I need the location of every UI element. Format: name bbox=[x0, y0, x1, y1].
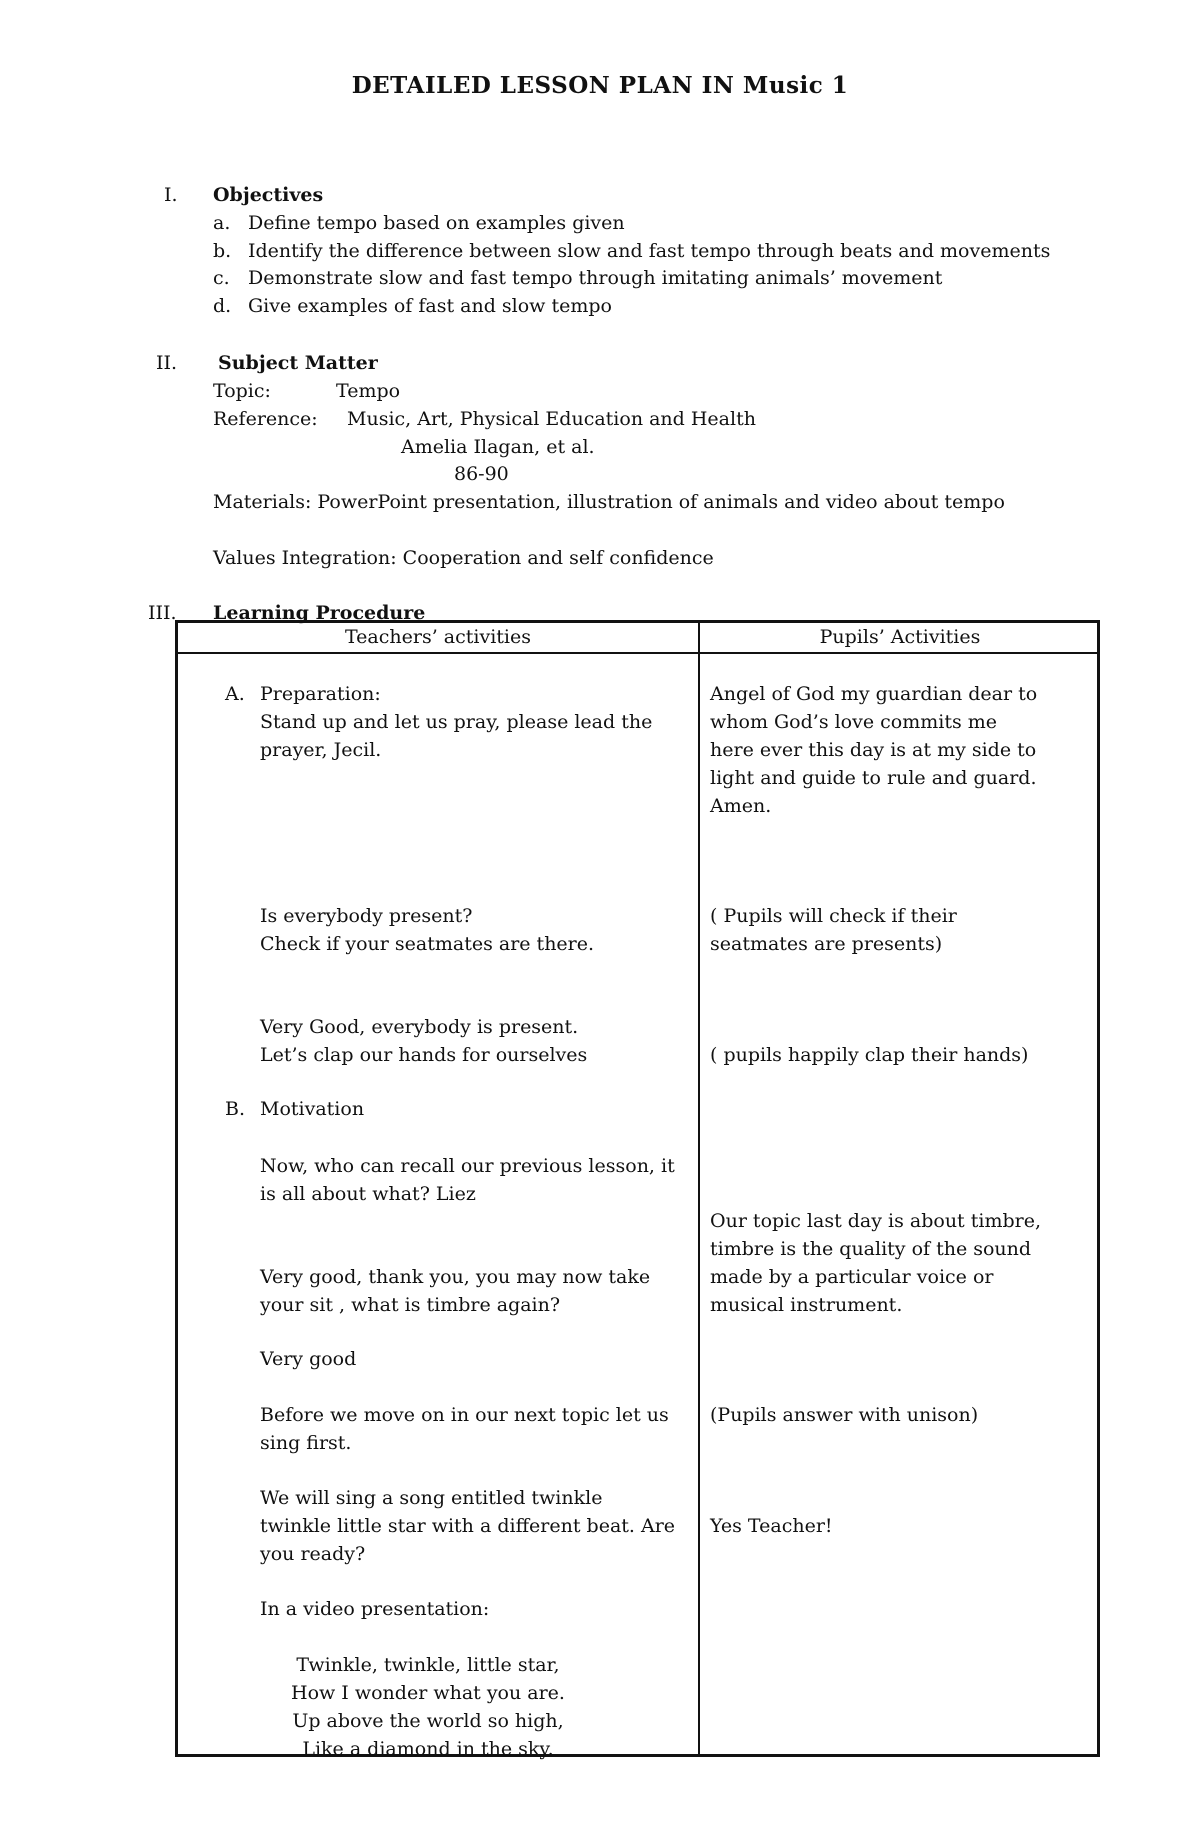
teacher-line: We will sing a song entitled twinkle bbox=[260, 1487, 603, 1509]
objective-item: Identify the difference between slow and fast tempo through beats and movements bbox=[248, 240, 1051, 262]
motivation-letter: B. bbox=[225, 1098, 246, 1120]
pupil-line: seatmates are presents) bbox=[710, 933, 943, 955]
teacher-line: twinkle little star with a different beat. Are bbox=[260, 1515, 676, 1537]
column-divider bbox=[698, 623, 700, 1754]
pupil-line: musical instrument. bbox=[710, 1294, 903, 1316]
lyric-line: Like a diamond in the sky. bbox=[302, 1738, 554, 1760]
pupil-line: (Pupils answer with unison) bbox=[710, 1404, 979, 1426]
motivation-heading: Motivation bbox=[260, 1098, 365, 1120]
teacher-line: In a video presentation: bbox=[260, 1598, 490, 1620]
objective-item: Give examples of fast and slow tempo bbox=[248, 295, 612, 317]
section-numeral-subject: II. bbox=[156, 352, 178, 374]
subject-matter-heading: Subject Matter bbox=[218, 352, 378, 374]
objective-letter: d. bbox=[213, 295, 232, 317]
preparation-letter: A. bbox=[225, 683, 245, 705]
teacher-line: Stand up and let us pray, please lead the bbox=[260, 711, 653, 733]
teacher-line: Before we move on in our next topic let us bbox=[260, 1404, 669, 1426]
header-teacher-activities: Teachers’ activities bbox=[344, 626, 531, 648]
objective-letter: b. bbox=[213, 240, 232, 262]
objectives-heading: Objectives bbox=[213, 184, 324, 206]
reference-pages: 86-90 bbox=[454, 463, 509, 485]
preparation-heading: Preparation: bbox=[260, 683, 381, 705]
pupil-line: Angel of God my guardian dear to bbox=[710, 683, 1038, 705]
pupil-line: made by a particular voice or bbox=[710, 1266, 994, 1288]
lyric-line: How I wonder what you are. bbox=[291, 1682, 565, 1704]
pupil-line: Our topic last day is about timbre, bbox=[710, 1210, 1041, 1232]
reference-title: Music, Art, Physical Education and Health bbox=[347, 408, 756, 430]
pupil-line: ( Pupils will check if their bbox=[710, 905, 957, 927]
teacher-line: Check if your seatmates are there. bbox=[260, 933, 595, 955]
section-numeral-procedure: III. bbox=[148, 602, 177, 624]
teacher-line: Very good, thank you, you may now take bbox=[260, 1266, 651, 1288]
pupil-line: Amen. bbox=[710, 795, 772, 817]
pupil-line: Yes Teacher! bbox=[710, 1515, 833, 1537]
pupil-line: whom God’s love commits me bbox=[710, 711, 998, 733]
topic-label: Topic: bbox=[213, 380, 271, 402]
topic-value: Tempo bbox=[336, 380, 401, 402]
lyric-line: Up above the world so high, bbox=[292, 1710, 564, 1732]
teacher-line: Very good bbox=[260, 1348, 357, 1370]
lyric-line: Twinkle, twinkle, little star, bbox=[296, 1654, 560, 1676]
teacher-line: Now, who can recall our previous lesson, it bbox=[260, 1155, 675, 1177]
procedure-table bbox=[175, 620, 1100, 1760]
values-line: Values Integration: Cooperation and self confidence bbox=[213, 547, 714, 569]
pupil-line: here ever this day is at my side to bbox=[710, 739, 1037, 761]
teacher-line: Is everybody present? bbox=[260, 905, 473, 927]
teacher-line: Very Good, everybody is present. bbox=[260, 1016, 579, 1038]
pupil-line: ( pupils happily clap their hands) bbox=[710, 1044, 1029, 1066]
teacher-line: prayer, Jecil. bbox=[260, 739, 382, 761]
teacher-line: is all about what? Liez bbox=[260, 1183, 476, 1205]
pupil-timbre-answer bbox=[710, 1207, 1090, 1319]
teacher-line: Let’s clap our hands for ourselves bbox=[260, 1044, 588, 1066]
page-title: DETAILED LESSON PLAN IN Music 1 bbox=[351, 72, 849, 99]
procedure-heading: Learning Procedure bbox=[213, 602, 426, 624]
objective-item: Demonstrate slow and fast tempo through imitating animals’ movement bbox=[248, 267, 943, 289]
reference-label: Reference: bbox=[213, 408, 318, 430]
pupil-line: light and guide to rule and guard. bbox=[710, 767, 1037, 789]
pupil-line: timbre is the quality of the sound bbox=[710, 1238, 1032, 1260]
teacher-line: sing first. bbox=[260, 1432, 352, 1454]
teacher-line: you ready? bbox=[260, 1543, 366, 1565]
objective-item: Define tempo based on examples given bbox=[248, 212, 625, 234]
objective-letter: a. bbox=[213, 212, 231, 234]
reference-author: Amelia Ilagan, et al. bbox=[401, 436, 595, 458]
pupil-prayer bbox=[710, 680, 1090, 820]
header-pupils-activities: Pupils’ Activities bbox=[819, 626, 981, 648]
teacher-line: your sit , what is timbre again? bbox=[260, 1294, 561, 1316]
song-lyrics bbox=[238, 1651, 618, 1763]
objective-letter: c. bbox=[213, 267, 230, 289]
section-numeral-objectives: I. bbox=[164, 184, 178, 206]
materials-line: Materials: PowerPoint presentation, illustration of animals and video about tempo bbox=[213, 491, 1005, 513]
